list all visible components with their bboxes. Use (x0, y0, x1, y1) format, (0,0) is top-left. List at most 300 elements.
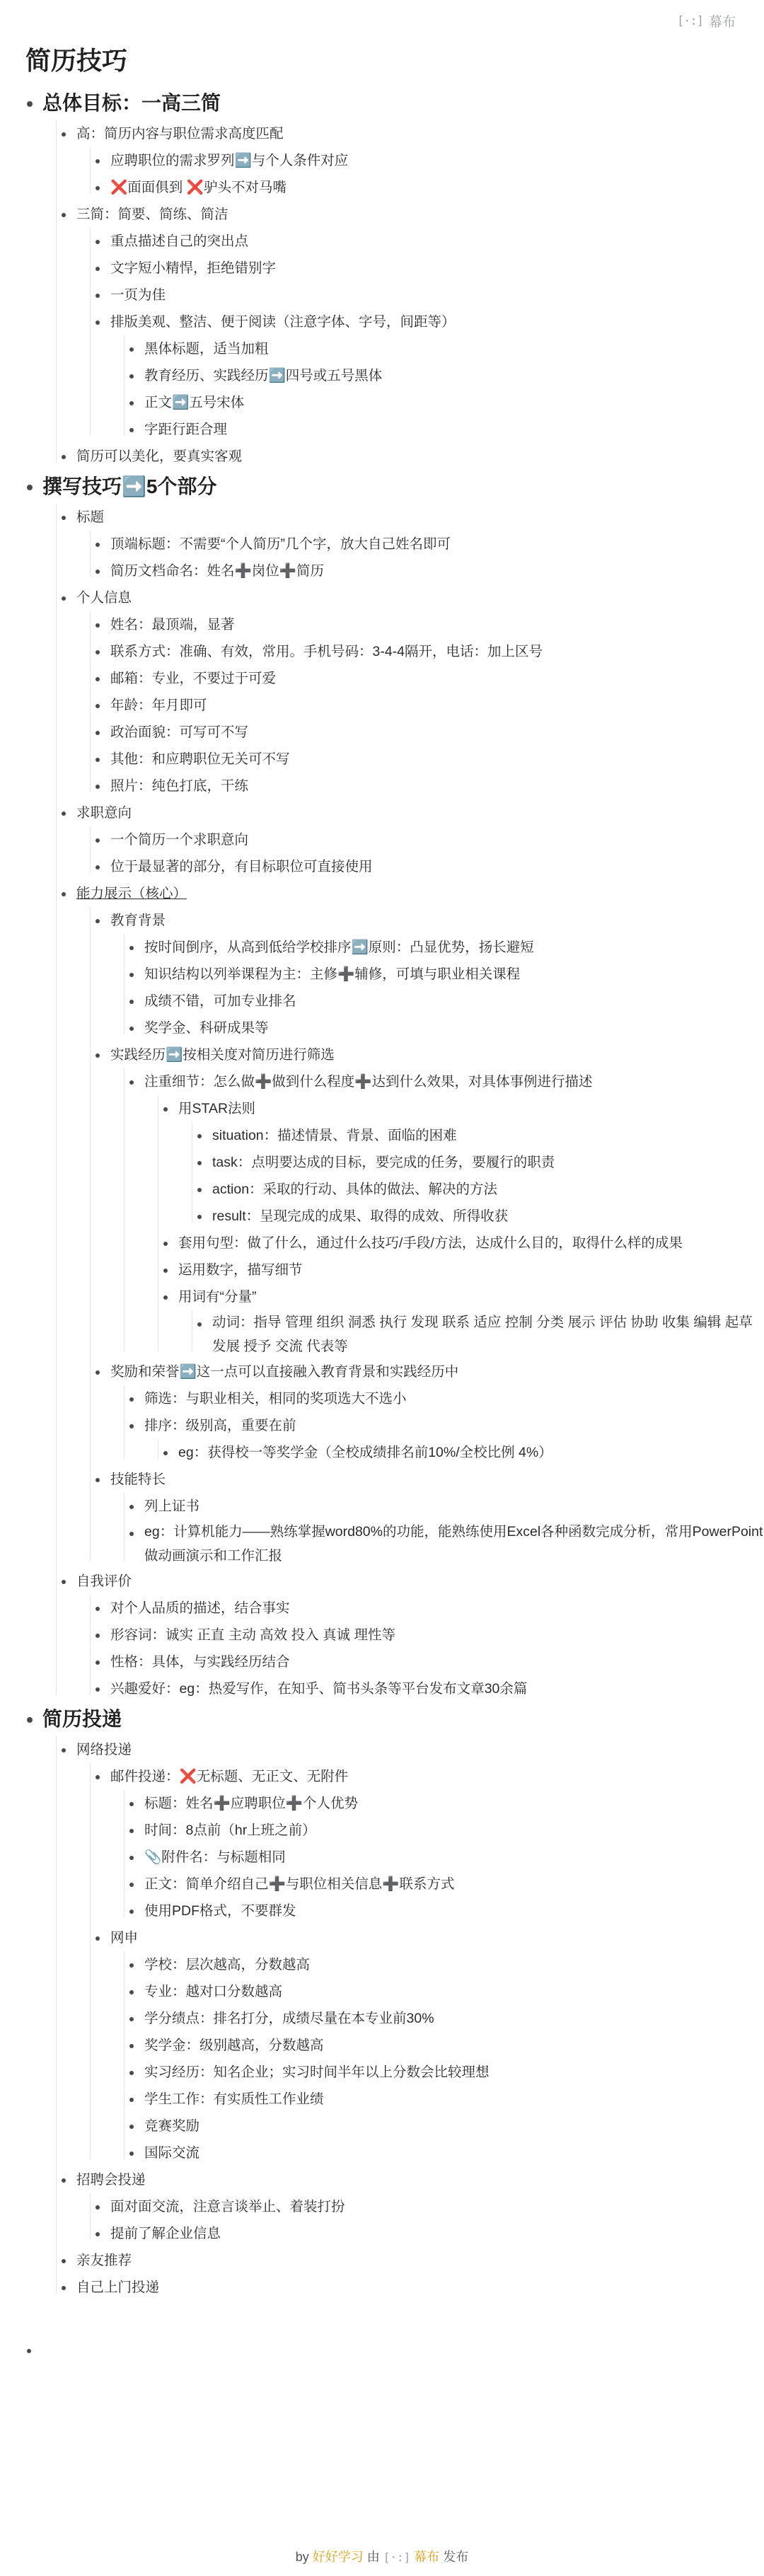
outline-text: 学生工作：有实质性工作业绩 (144, 2091, 324, 2107)
outline-item (212, 1310, 764, 1358)
outline-item (42, 1702, 764, 2301)
outline-item (178, 1230, 764, 1257)
outline-row[interactable] (144, 1844, 764, 1871)
bullet-dot[interactable] (62, 2286, 66, 2290)
outline-text: 黑体标题，适当加粗 (144, 341, 269, 357)
outline-row[interactable] (110, 255, 764, 282)
outline-text: 教育经历、实践经历➡️四号或五号黑体 (144, 368, 383, 383)
outline-row[interactable] (110, 826, 764, 853)
bullet-dot[interactable] (62, 812, 66, 816)
bullet-dot[interactable] (129, 401, 134, 405)
outline-item (144, 1385, 764, 1412)
outline-row[interactable] (76, 799, 764, 826)
bullet-dot[interactable] (129, 428, 134, 432)
outline-text: 正文：简单介绍自己➕与职位相关信息➕联系方式 (144, 1876, 455, 1892)
outline (0, 86, 764, 2301)
outline-row[interactable] (110, 147, 764, 174)
outline-item (110, 1648, 764, 1675)
outline-row[interactable] (42, 1702, 764, 1736)
bullet-dot[interactable] (96, 267, 100, 271)
bullet-dot[interactable] (96, 1478, 100, 1482)
outline-row[interactable] (144, 1951, 764, 1978)
outline-item (144, 335, 764, 362)
outline-item (144, 1412, 764, 1466)
bullet-dot[interactable] (96, 838, 100, 843)
outline-row[interactable] (144, 961, 764, 988)
mubu-logo-icon: [·:] (383, 2551, 411, 2564)
outline-item (42, 470, 764, 1702)
outline-item (110, 746, 764, 773)
outline-row[interactable] (110, 907, 764, 934)
outline-row[interactable] (144, 934, 764, 961)
outline-item (76, 1568, 764, 1702)
outline-row[interactable] (144, 362, 764, 389)
outline-row[interactable] (212, 1122, 764, 1149)
outline-item (76, 504, 764, 584)
bullet-dot[interactable] (197, 1188, 202, 1192)
outline-item (110, 255, 764, 282)
outline-row[interactable] (144, 2139, 764, 2166)
outline-row[interactable] (144, 1898, 764, 1924)
bullet-dot[interactable] (96, 704, 100, 708)
outline-item (110, 228, 764, 255)
outline-item (144, 934, 764, 961)
bullet-dot[interactable] (129, 1802, 134, 1806)
bullet-dot[interactable] (197, 1322, 202, 1327)
bullet-dot[interactable] (129, 1856, 134, 1860)
outline-row[interactable] (76, 443, 764, 470)
bullet-dot[interactable] (96, 1687, 100, 1692)
bullet-dot[interactable] (62, 2178, 66, 2183)
bullet-dot[interactable] (197, 1134, 202, 1138)
outline-row[interactable] (110, 1358, 764, 1385)
outline-row[interactable] (144, 416, 764, 443)
outline-row[interactable] (42, 86, 764, 120)
outline-row[interactable] (178, 1439, 764, 1466)
outline-item (110, 2193, 764, 2220)
outline-text: 应聘职位的需求罗列➡️与个人条件对应 (110, 153, 349, 168)
bullet-dot[interactable] (96, 1775, 100, 1779)
outline-text: 奖学金：级别越高，分数越高 (144, 2038, 324, 2053)
bullet-dot[interactable] (129, 347, 134, 352)
outline-text: 网络投递 (76, 1742, 132, 1757)
outline-item (144, 988, 764, 1015)
outline-text: 总体目标：一高三简 (42, 92, 221, 114)
outline-row[interactable] (110, 1466, 764, 1493)
bullet-dot[interactable] (62, 596, 66, 601)
bullet-dot[interactable] (129, 2044, 134, 2048)
bullet-dot[interactable] (129, 1829, 134, 1833)
brand-header[interactable] (677, 11, 736, 30)
bullet-dot[interactable] (129, 2098, 134, 2102)
outline-row[interactable] (110, 853, 764, 880)
footer (0, 2547, 764, 2565)
outline-text: 专业：越对口分数越高 (144, 1984, 283, 1999)
outline-row[interactable] (110, 1763, 764, 1790)
outline-row[interactable] (178, 1283, 764, 1310)
bullet-dot[interactable] (96, 2205, 100, 2210)
outline-item (144, 2139, 764, 2166)
outline-row[interactable] (110, 692, 764, 719)
outline-sublist (76, 1736, 764, 2301)
outline-text: ❌面面俱到 ❌驴头不对马嘴 (110, 180, 286, 195)
outline-text: 兴趣爱好：eg：热爱写作，在知乎、简书头条等平台发布文章30余篇 (110, 1681, 528, 1697)
bullet-dot[interactable] (129, 1424, 134, 1428)
outline-row[interactable] (110, 665, 764, 692)
outline-text: 年龄：年月即可 (110, 698, 207, 713)
outline-text: 📎附件名：与标题相同 (144, 1849, 286, 1865)
outline-row[interactable] (144, 1790, 764, 1817)
bullet-dot[interactable] (96, 1053, 100, 1058)
bullet-dot[interactable] (96, 543, 100, 547)
bullet-dot[interactable] (96, 294, 100, 298)
outline-row[interactable] (212, 1149, 764, 1176)
bullet-dot[interactable] (96, 186, 100, 190)
outline-text: action：采取的行动、具体的做法、解决的方法 (212, 1182, 498, 1197)
outline-item (110, 853, 764, 880)
outline-text: 一个简历一个求职意向 (110, 832, 249, 848)
outline-text: 国际交流 (144, 2145, 200, 2161)
outline-row[interactable] (76, 584, 764, 611)
footer-author[interactable]: 好好学习 (312, 2550, 364, 2564)
bullet-dot[interactable] (163, 1451, 168, 1455)
outline-sublist (178, 1095, 764, 1358)
outline-text: 实习经历：知名企业；实习时间半年以上分数会比较理想 (144, 2064, 490, 2080)
outline-text: 排版美观、整洁、便于阅读（注意字体、字号，间距等） (110, 314, 456, 330)
outline-text: 简历文档命名：姓名➕岗位➕简历 (110, 563, 325, 579)
bullet-dot[interactable] (62, 213, 66, 217)
outline-text: 筛选：与职业相关，相同的奖项选大不选小 (144, 1391, 407, 1407)
outline-row[interactable] (144, 1520, 764, 1568)
outline-row[interactable] (110, 1041, 764, 1068)
outline-row[interactable] (144, 1817, 764, 1844)
outline-text: 招聘会投递 (76, 2172, 146, 2188)
bullet-dot[interactable] (27, 1717, 33, 1723)
outline-item (110, 826, 764, 853)
outline-row[interactable] (144, 2086, 764, 2113)
outline-sublist (110, 1595, 764, 1702)
outline-row[interactable] (144, 988, 764, 1015)
bullet-dot[interactable] (129, 946, 134, 950)
outline-text: 套用句型：做了什么，通过什么技巧/手段/方法，达成什么目的，取得什么样的成果 (178, 1235, 683, 1251)
outline-row[interactable] (76, 2247, 764, 2274)
outline-row[interactable] (110, 719, 764, 746)
bullet-dot[interactable] (62, 2259, 66, 2263)
outline-item (76, 2166, 764, 2247)
outline-text: 学校：层次越高，分数越高 (144, 1957, 311, 1973)
bullet-dot[interactable] (129, 1910, 134, 1914)
outline-row[interactable] (110, 2220, 764, 2247)
bullet-dot[interactable] (96, 731, 100, 735)
mubu-logo-icon: [·:] (677, 13, 703, 28)
bullet-dot[interactable] (129, 1027, 134, 1031)
outline-row[interactable] (76, 201, 764, 228)
bullet-dot[interactable] (27, 485, 33, 490)
bullet-dot[interactable] (96, 1634, 100, 1638)
outline-text: 三简：简要、简练、简洁 (76, 207, 228, 222)
bullet-dot[interactable] (62, 516, 66, 520)
outline-text: 姓名：最顶端，显著 (110, 617, 235, 633)
outline-item (144, 1817, 764, 1844)
outline-row[interactable] (76, 504, 764, 531)
outline-row[interactable] (110, 2193, 764, 2220)
bullet-dot[interactable] (96, 623, 100, 628)
empty-bullet[interactable] (27, 2349, 31, 2353)
footer-brand[interactable]: 幕布 (414, 2550, 440, 2564)
outline-row[interactable] (212, 1203, 764, 1230)
outline-row[interactable] (110, 1924, 764, 1951)
bullet-dot[interactable] (129, 374, 134, 379)
outline-text: task：点明要达成的目标，要完成的任务，要履行的职责 (212, 1155, 555, 1170)
outline-text: 高：简历内容与职位需求高度匹配 (76, 126, 284, 141)
outline-text: 排序：级别高，重要在前 (144, 1418, 296, 1433)
outline-text: 重点描述自己的突出点 (110, 233, 249, 249)
outline-item (76, 1736, 764, 2166)
bullet-dot[interactable] (62, 455, 66, 459)
bullet-dot[interactable] (62, 1580, 66, 1584)
bullet-dot[interactable] (163, 1269, 168, 1273)
outline-item (144, 362, 764, 389)
outline-item (110, 1595, 764, 1622)
outline-item (178, 1283, 764, 1358)
outline-text: 形容词：诚实 正直 主动 高效 投入 真诚 理性等 (110, 1627, 396, 1643)
outline-item (110, 1622, 764, 1648)
outline-sublist (110, 2193, 764, 2247)
outline-text: situation：描述情景、背景、面临的困难 (212, 1128, 457, 1143)
footer-mid: 由 (366, 2550, 380, 2564)
bullet-dot[interactable] (96, 1660, 100, 1665)
outline-item (76, 880, 764, 1568)
bullet-dot[interactable] (62, 892, 66, 896)
outline-item (144, 1015, 764, 1041)
bullet-dot[interactable] (96, 159, 100, 163)
outline-item (110, 638, 764, 665)
bullet-dot[interactable] (197, 1215, 202, 1219)
outline-row[interactable] (144, 1412, 764, 1439)
outline-item (144, 1871, 764, 1898)
outline-row[interactable] (110, 308, 764, 335)
outline-row[interactable] (110, 531, 764, 558)
outline-text: result：呈现完成的成果、取得的成效、所得收获 (212, 1208, 509, 1224)
outline-item (212, 1149, 764, 1176)
outline-row[interactable] (144, 2113, 764, 2139)
outline-text: 学分绩点：排名打分，成绩尽量在本专业前30% (144, 2011, 434, 2026)
outline-text: 实践经历➡️按相关度对简历进行筛选 (110, 1047, 335, 1063)
outline-text: 使用PDF格式，不要群发 (144, 1903, 296, 1919)
bullet-dot[interactable] (96, 865, 100, 870)
outline-sublist (144, 1790, 764, 1924)
outline-text: 用词有“分量” (178, 1289, 257, 1305)
outline-sublist (144, 1385, 764, 1466)
outline-sublist (144, 1068, 764, 1358)
bullet-dot[interactable] (129, 1883, 134, 1887)
bullet-dot[interactable] (96, 320, 100, 325)
outline-row[interactable] (110, 638, 764, 665)
outline-row[interactable] (76, 120, 764, 147)
outline-text: 简历可以美化，要真实客观 (76, 449, 243, 464)
outline-item (144, 2086, 764, 2113)
bullet-dot[interactable] (129, 2152, 134, 2156)
outline-row[interactable] (144, 1385, 764, 1412)
bullet-dot[interactable] (163, 1242, 168, 1246)
outline-row[interactable] (42, 470, 764, 504)
outline-item (42, 86, 764, 470)
outline-row[interactable] (144, 1015, 764, 1041)
outline-row[interactable] (178, 1230, 764, 1257)
outline-text: 个人信息 (76, 590, 132, 606)
bullet-dot[interactable] (62, 1748, 66, 1752)
outline-row[interactable] (76, 1736, 764, 1763)
outline-row[interactable] (144, 1978, 764, 2005)
bullet-dot[interactable] (129, 1397, 134, 1402)
outline-row[interactable] (110, 1622, 764, 1648)
outline-text: 正文➡️五号宋体 (144, 395, 245, 410)
bullet-dot[interactable] (96, 2232, 100, 2236)
outline-row[interactable] (178, 1095, 764, 1122)
outline-item (110, 1041, 764, 1358)
outline-text: 字距行距合理 (144, 422, 228, 437)
outline-text: 对个人品质的描述，结合事实 (110, 1600, 290, 1616)
outline-item (76, 584, 764, 799)
outline-row[interactable] (110, 174, 764, 201)
bullet-dot[interactable] (96, 919, 100, 923)
bullet-dot[interactable] (129, 2125, 134, 2129)
outline-row[interactable] (144, 2032, 764, 2059)
bullet-dot[interactable] (197, 1161, 202, 1165)
bullet-dot[interactable] (163, 1107, 168, 1111)
outline-item (76, 2247, 764, 2274)
bullet-dot[interactable] (129, 1990, 134, 1994)
bullet-dot[interactable] (129, 2017, 134, 2021)
outline-row[interactable] (144, 1068, 764, 1095)
outline-sublist (144, 934, 764, 1041)
outline-row[interactable] (110, 558, 764, 584)
outline-sublist (212, 1310, 764, 1358)
outline-item (110, 1466, 764, 1568)
outline-item (144, 2032, 764, 2059)
outline-text: 政治面貌：可写可不写 (110, 724, 249, 740)
outline-list (42, 86, 764, 2301)
bullet-dot[interactable] (96, 1370, 100, 1375)
outline-text: 求职意向 (76, 805, 132, 821)
outline-item (178, 1439, 764, 1466)
outline-item (110, 2220, 764, 2247)
outline-text: 提前了解企业信息 (110, 2226, 221, 2241)
bullet-dot[interactable] (129, 2071, 134, 2075)
bullet-dot[interactable] (129, 1532, 134, 1536)
outline-row[interactable] (144, 1493, 764, 1520)
outline-sublist (110, 1763, 764, 2166)
outline-row[interactable] (110, 1675, 764, 1702)
brand-name: 幕布 (708, 15, 736, 30)
outline-text: 用STAR法则 (178, 1101, 256, 1116)
outline-row[interactable] (212, 1176, 764, 1203)
outline-item (178, 1257, 764, 1283)
outline-item (144, 1951, 764, 1978)
outline-sublist (76, 120, 764, 470)
bullet-dot[interactable] (96, 758, 100, 762)
outline-item (144, 1068, 764, 1358)
outline-row[interactable] (212, 1310, 764, 1358)
outline-item (76, 443, 764, 470)
bullet-dot[interactable] (163, 1295, 168, 1300)
bullet-dot[interactable] (62, 132, 66, 137)
outline-text: 奖励和荣誉➡️这一点可以直接融入教育背景和实践经历中 (110, 1364, 459, 1380)
outline-row[interactable] (144, 389, 764, 416)
outline-item (144, 2059, 764, 2086)
bullet-dot[interactable] (27, 101, 33, 107)
outline-text: 文字短小精悍，拒绝错别字 (110, 260, 277, 276)
outline-row[interactable] (110, 773, 764, 799)
outline-text: 奖学金、科研成果等 (144, 1020, 269, 1036)
outline-item (144, 1844, 764, 1871)
outline-text: eg：获得校一等奖学金（全校成绩排名前10%/全校比例 4%） (178, 1445, 552, 1460)
outline-row[interactable] (110, 746, 764, 773)
outline-row[interactable] (76, 2166, 764, 2193)
outline-row[interactable] (110, 611, 764, 638)
outline-row[interactable] (110, 282, 764, 308)
outline-row[interactable] (76, 1568, 764, 1595)
outline-item (212, 1203, 764, 1230)
bullet-dot[interactable] (96, 1936, 100, 1941)
bullet-dot[interactable] (129, 1080, 134, 1085)
bullet-dot[interactable] (96, 570, 100, 574)
outline-item (144, 961, 764, 988)
outline-text: 教育背景 (110, 913, 166, 928)
outline-row[interactable] (110, 1648, 764, 1675)
outline-row[interactable] (110, 228, 764, 255)
outline-row[interactable] (76, 2274, 764, 2301)
outline-row[interactable] (144, 2059, 764, 2086)
outline-row[interactable] (110, 1595, 764, 1622)
outline-item (110, 773, 764, 799)
outline-sublist (76, 504, 764, 1702)
outline-sublist (144, 1493, 764, 1568)
bullet-dot[interactable] (129, 1505, 134, 1509)
bullet-dot[interactable] (129, 1963, 134, 1968)
outline-sublist (110, 531, 764, 584)
bullet-dot[interactable] (96, 677, 100, 681)
outline-row[interactable] (144, 2005, 764, 2032)
outline-text: 面对面交流，注意言谈举止、着装打扮 (110, 2199, 345, 2214)
bullet-dot[interactable] (129, 973, 134, 977)
outline-sublist (110, 826, 764, 880)
outline-item (144, 1898, 764, 1924)
outline-row[interactable] (144, 335, 764, 362)
outline-text: 技能特长 (110, 1472, 166, 1487)
outline-item (110, 719, 764, 746)
outline-row[interactable] (76, 880, 764, 907)
bullet-dot[interactable] (129, 1000, 134, 1004)
outline-item (110, 907, 764, 1041)
outline-text: 照片：纯色打底，干练 (110, 778, 249, 794)
outline-item (144, 1493, 764, 1520)
outline-item (212, 1122, 764, 1149)
bullet-dot[interactable] (96, 650, 100, 654)
outline-text: 时间：8点前（hr上班之前） (144, 1823, 316, 1838)
outline-text: 注重细节：怎么做➕做到什么程度➕达到什么效果，对具体事例进行描述 (144, 1074, 593, 1090)
outline-row[interactable] (144, 1871, 764, 1898)
bullet-dot[interactable] (96, 240, 100, 244)
outline-text: 一页为佳 (110, 287, 166, 303)
bullet-dot[interactable] (96, 785, 100, 789)
outline-item (144, 416, 764, 443)
bullet-dot[interactable] (96, 1607, 100, 1611)
outline-text: 自己上门投递 (76, 2280, 160, 2295)
outline-row[interactable] (178, 1257, 764, 1283)
outline-text: 亲友推荐 (76, 2253, 132, 2268)
outline-text: 动词：指导 管理 组织 洞悉 执行 发现 联系 适应 控制 分类 展示 评估 协助 收集 编辑 起草 发展 授予 交流 代表等 (212, 1315, 757, 1354)
